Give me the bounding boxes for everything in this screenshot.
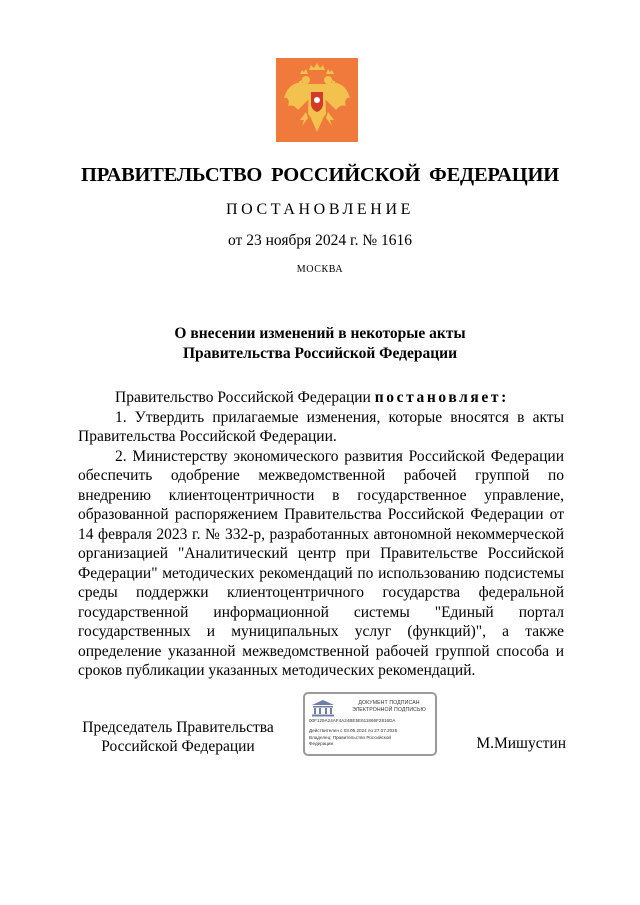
resolution-intro bbox=[78, 388, 564, 408]
electronic-signature-stamp bbox=[303, 692, 437, 756]
building-icon bbox=[310, 699, 336, 717]
stamp-heading-line-1: ДОКУМЕНТ ПОДПИСАН bbox=[358, 700, 420, 706]
stamp-heading-line-2: ЭЛЕКТРОННОЙ ПОДПИСЬЮ bbox=[352, 707, 426, 713]
signer-title bbox=[78, 718, 278, 756]
stamp-validity: Действителен с 03.05.2024 по 27.07.2025 bbox=[309, 728, 398, 733]
intro-text: Правительство Российской Федерации bbox=[115, 389, 375, 406]
signer-name: М.Мишустин bbox=[476, 735, 566, 752]
stamp-owner-line-2: Федерации bbox=[309, 741, 334, 746]
document-body bbox=[78, 388, 564, 681]
item-2-paragraph: 2. Министерству экономического развития Российской Федерации обеспечить одобрение межведомственной рабочей группой по внедрению клиентоцентричности в государственное управление, образованной распоряжением Правительства Российской Федерации от 14 февраля 2023 г. № 332-р, разработанных автономной некоммерческой организацией "Аналитический центр при Правительстве Российской Федерации" методических рекомендаций по использованию подсистемы среды поддержки клиентоцентричного государства федеральной государственной информационной системы "Единый портал государственных и муниципальных услуг (функций)", а также определение указанной межведомственной рабочей группой способа и сроков публикации указанных методических рекомендаций. bbox=[78, 447, 564, 679]
item-1-paragraph: 1. Утвердить прилагаемые изменения, которые вносятся в акты Правительства Российской Федерации. bbox=[78, 408, 564, 445]
signer-title-line-2: Российской Федерации bbox=[101, 738, 255, 755]
document-place: МОСКВА bbox=[296, 264, 344, 275]
coat-of-arms-icon bbox=[276, 58, 358, 142]
stamp-owner-line-1: Владелец: Правительство Российской bbox=[309, 735, 391, 740]
resolves-word: постановляет: bbox=[374, 389, 509, 406]
stamp-heading bbox=[343, 700, 435, 714]
signer-title-line-1: Председатель Правительства bbox=[82, 719, 274, 736]
document-subject bbox=[0, 324, 640, 364]
subject-line-1: О внесении изменений в некоторые акты bbox=[174, 325, 466, 342]
stamp-certificate: 00F129A24AF4A24BE5E611866F2816DA bbox=[309, 718, 396, 723]
document-date-number: от 23 ноября 2024 г. № 1616 bbox=[228, 232, 412, 249]
organization-title: ПРАВИТЕЛЬСТВО РОССИЙСКОЙ ФЕДЕРАЦИИ bbox=[81, 164, 559, 186]
document-type: ПОСТАНОВЛЕНИЕ bbox=[226, 201, 414, 218]
subject-line-2: Правительства Российской Федерации bbox=[182, 345, 458, 362]
